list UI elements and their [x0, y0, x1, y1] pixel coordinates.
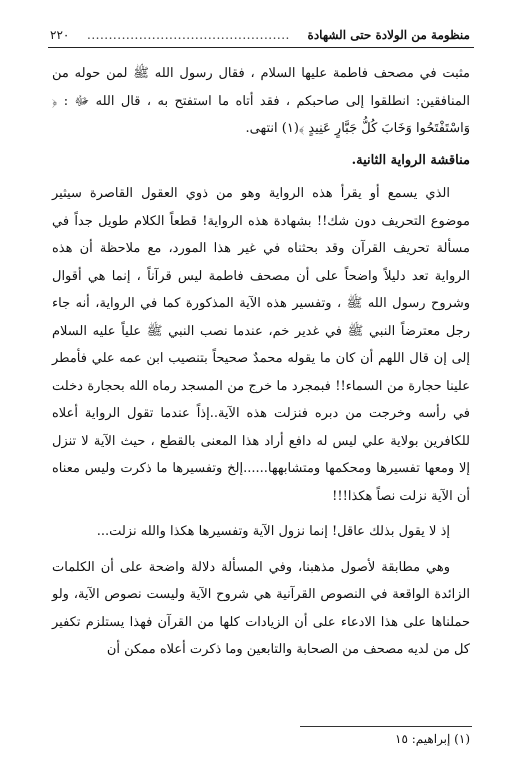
body-paragraph: الذي يسمع أو يقرأ هذه الرواية وهو من ذوي العقول القاصرة سيثير موضوع التحريف دون شك!! بشهادة هذه الرواية! قطعاً الكلام طويل جداً في مسألة تحريف القرآن وقد بحثناه في غير هذا المورد، مع ملاحظة أن هذه الرواية تعد دليلاً واضحاً على أن مصحف فاطمة ليس قرآناً ، إنما هي أقوال وشروح رسول الله ﷺ ، وتفسير هذه الآية المذكورة كما في الرواية، أنه جاء رجل معترضاً النبي ﷺ في غدير خم، عندما نصب النبي ﷺ علياً عليه السلام إلى إن قال اللهم أن كان ما يقوله محمدٌ صحيحاً بتنصيب ابن عمه علي فأمطر علينا حجارة من السماء!! فبمجرد ما خرج من المسجد رماه الله بحجارة دخلت في رأسه وخرجت من دبره فنزلت هذه الآية..إذاً عندما تقول الرواية أعلاه للكافرين بولاية علي ليس له دافع أراد هذا المعنى بالقطع ، حيث الآية لا تنزل إلا ومعها تفسيرها ومحكمها ومتشابهها......إلخ وتفسيرها ما ذكرت وليس معناه أن الآية نزلت نصاً هكذا!!!: [52, 186, 470, 504]
section-heading: مناقشة الرواية الثانية.: [351, 152, 470, 168]
header-leader: ...............................................: [87, 28, 290, 42]
footnote: (١) إبراهيم: ١٥: [395, 732, 470, 746]
page-body: [52, 60, 470, 664]
running-title: منظومة من الولادة حتى الشهادة: [307, 28, 470, 42]
page-header: [50, 28, 470, 42]
page-number: ٢٢٠: [50, 28, 70, 42]
footnote-rule: [300, 726, 472, 727]
opening-paragraph: مثبت في مصحف فاطمة عليها السلام ، فقال رسول الله ﷺ لمن حوله من المنافقين: انطلقوا إلى صاحبكم ، فقد أتاه ما استفتح به ، قال الله ﷻ : ﴿ وَاسْتَفْتَحُوا وَخَابَ كُلُّ جَبَّارٍ عَنِيدٍ ﴾(١) انتهى.: [52, 66, 470, 136]
header-rule: [48, 47, 474, 48]
body-paragraph: وهي مطابقة لأصول مذهبنا، وفي المسألة دلالة واضحة على أن الكلمات الزائدة الواقعة في النصوص القرآنية هي شروح الآية وليست نصوص الآية، ولو حملناها على هذا الادعاء على أن الزيادات كلها من القرآن فهذا يستلزم تكفير كل من لديه مصحف من الصحابة والتابعين وما ذكرت أعلاه ممكن أن: [52, 559, 470, 657]
body-paragraph: إذ لا يقول بذلك عاقل! إنما نزول الآية وتفسيرها هكذا والله نزلت...: [96, 524, 450, 539]
